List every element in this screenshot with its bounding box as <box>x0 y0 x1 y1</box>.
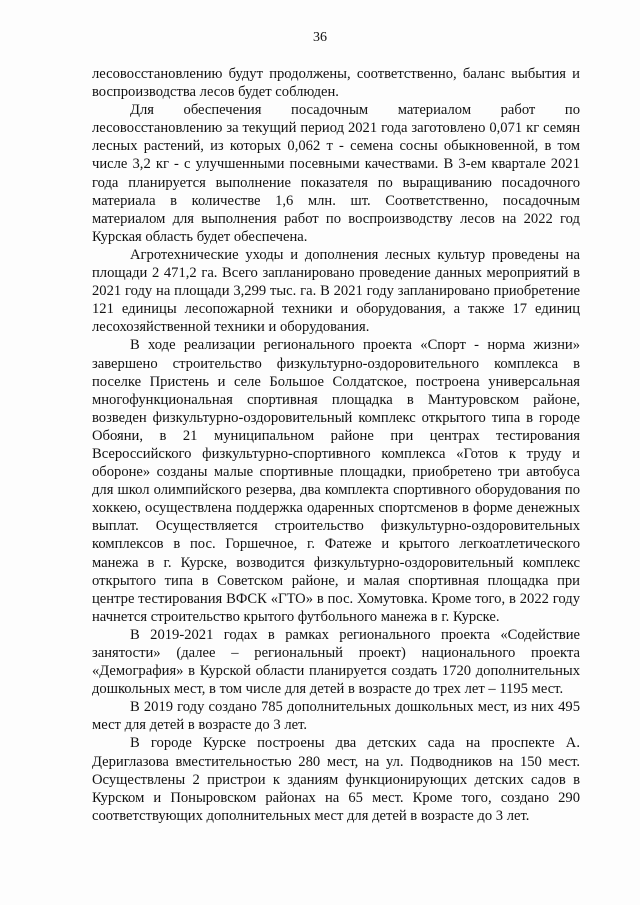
page-number: 36 <box>313 30 327 45</box>
paragraph-planting-material: Для обеспечения посадочным материалом работ по лесовосстановлению за текущий период 2021 года заготовлено 0,071 кг семян лесных растений, из которых 0,062 т - семена сосны обыкновенной, в том числе 3,2 кг - с улучшенными посевными качествами. В 3-ем квартале 2021 года планируется выполнение показателя по выращиванию посадочного материала в количестве 1,6 млн. шт. Соответственно, посадочным материалом для выполнения работ по воспроизводству лесов на 2022 год Курская область будет обеспечена. <box>92 102 580 245</box>
paragraph-preschool-2019: В 2019 году создано 785 дополнительных дошкольных мест, из них 495 мест для детей в возрасте до 3 лет. <box>92 699 580 734</box>
paragraph-reforestation-continuation: лесовосстановлению будут продолжены, соответственно, баланс выбытия и воспроизводства лесов будет соблюден. <box>92 66 580 101</box>
paragraph-sport-project: В ходе реализации регионального проекта «Спорт - норма жизни» завершено строительство физкультурно-оздоровительного комплекса в поселке Пристень и селе Большое Солдатское, построена универсальная многофункциональная спортивная площадка в Мантуровском районе, возведен физкультурно-оздоровительный комплекс открытого типа в городе Обояни, в 21 муниципальном районе при центрах тестирования Всероссийского физкультурно-спортивного комплекса «Готов к труду и обороне» созданы малые спортивные площадки, приобретено три автобуса для школ олимпийского резерва, два комплекта спортивного оборудования по хоккею, осуществлена поддержка одаренных спортсменов в форме денежных выплат. Осуществляется строительство физкультурно-оздоровительных комплексов в пос. Горшечное, г. Фатеже и крытого легкоатлетического манежа в г. Курске, возводится физкультурно-оздоровительный комплекс открытого типа в Советском районе, и малая спортивная площадка при центре тестирования ВФСК «ГТО» в пос. Хомутовка. Кроме того, в 2022 году начнется строительство крытого футбольного манежа в г. Курске. <box>92 337 580 625</box>
paragraph-employment-project: В 2019-2021 годах в рамках регионального проекта «Содействие занятости» (далее – региональный проект) национального проекта «Демография» в Курской области планируется создать 1720 дополнительных дошкольных мест, в том числе для детей в возрасте до трех лет – 1195 мест. <box>92 626 580 698</box>
document-body <box>92 65 580 825</box>
paragraph-agrotechnical-care: Агротехнические уходы и дополнения лесных культур проведены на площади 2 471,2 га. Всего запланировано проведение данных мероприятий в 2021 году на площади 3,299 тыс. га. В 2021 году запланировано приобретение 121 единицы лесопожарной техники и оборудования, а также 17 единиц лесохозяйственной техники и оборудования. <box>92 246 580 336</box>
paragraph-kindergartens-kursk: В городе Курске построены два детских сада на проспекте А. Дериглазова вместительностью 280 мест, на ул. Подводников на 150 мест. Осуществлены 2 пристрои к зданиям функционирующих детских садов в Курском и Поныровском районах на 65 мест. Кроме того, создано 290 соответствующих дополнительных мест для детей в возрасте до 3 лет. <box>92 735 580 824</box>
